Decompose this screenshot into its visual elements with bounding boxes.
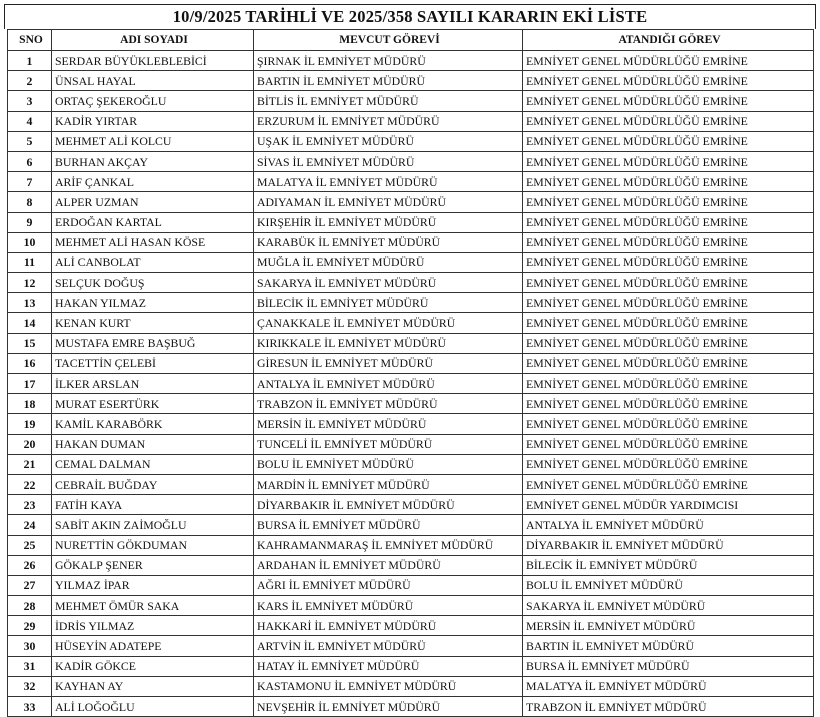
cell-current-post: DİYARBAKIR İL EMNİYET MÜDÜRÜ bbox=[254, 495, 523, 515]
cell-assigned-post: EMNİYET GENEL MÜDÜRLÜĞÜ EMRİNE bbox=[523, 172, 814, 192]
cell-assigned-post: EMNİYET GENEL MÜDÜRLÜĞÜ EMRİNE bbox=[523, 273, 814, 293]
cell-name: MURAT ESERTÜRK bbox=[52, 394, 254, 414]
cell-sno: 30 bbox=[8, 636, 52, 656]
cell-assigned-post: BOLU İL EMNİYET MÜDÜRÜ bbox=[523, 575, 814, 595]
table-row bbox=[8, 51, 814, 71]
cell-name: ERDOĞAN KARTAL bbox=[52, 212, 254, 232]
cell-sno: 10 bbox=[8, 232, 52, 252]
cell-current-post: KIRŞEHİR İL EMNİYET MÜDÜRÜ bbox=[254, 212, 523, 232]
cell-current-post: HAKKARİ İL EMNİYET MÜDÜRÜ bbox=[254, 616, 523, 636]
cell-sno: 29 bbox=[8, 616, 52, 636]
cell-assigned-post: EMNİYET GENEL MÜDÜRLÜĞÜ EMRİNE bbox=[523, 131, 814, 151]
table-row bbox=[8, 333, 814, 353]
table-row bbox=[8, 252, 814, 272]
cell-name: CEBRAİL BUĞDAY bbox=[52, 474, 254, 494]
cell-assigned-post: EMNİYET GENEL MÜDÜRLÜĞÜ EMRİNE bbox=[523, 374, 814, 394]
cell-sno: 7 bbox=[8, 172, 52, 192]
cell-name: KAYHAN AY bbox=[52, 676, 254, 696]
cell-sno: 14 bbox=[8, 313, 52, 333]
cell-current-post: MARDİN İL EMNİYET MÜDÜRÜ bbox=[254, 474, 523, 494]
cell-assigned-post: EMNİYET GENEL MÜDÜRLÜĞÜ EMRİNE bbox=[523, 293, 814, 313]
cell-current-post: BOLU İL EMNİYET MÜDÜRÜ bbox=[254, 454, 523, 474]
cell-assigned-post: MALATYA İL EMNİYET MÜDÜRÜ bbox=[523, 676, 814, 696]
header-mevcut-gorevi: MEVCUT GÖREVİ bbox=[254, 30, 523, 51]
cell-sno: 15 bbox=[8, 333, 52, 353]
table-row bbox=[8, 172, 814, 192]
cell-name: ALİ LOĞOĞLU bbox=[52, 697, 254, 717]
cell-current-post: GİRESUN İL EMNİYET MÜDÜRÜ bbox=[254, 353, 523, 373]
cell-name: KAMİL KARABÖRK bbox=[52, 414, 254, 434]
cell-assigned-post: EMNİYET GENEL MÜDÜRLÜĞÜ EMRİNE bbox=[523, 414, 814, 434]
cell-assigned-post: EMNİYET GENEL MÜDÜRLÜĞÜ EMRİNE bbox=[523, 454, 814, 474]
table-row bbox=[8, 394, 814, 414]
cell-assigned-post: EMNİYET GENEL MÜDÜRLÜĞÜ EMRİNE bbox=[523, 71, 814, 91]
header-adi-soyadi: ADI SOYADI bbox=[52, 30, 254, 51]
table-row bbox=[8, 575, 814, 595]
cell-name: MEHMET ÖMÜR SAKA bbox=[52, 596, 254, 616]
cell-assigned-post: MERSİN İL EMNİYET MÜDÜRÜ bbox=[523, 616, 814, 636]
cell-sno: 8 bbox=[8, 192, 52, 212]
cell-sno: 25 bbox=[8, 535, 52, 555]
table-row bbox=[8, 374, 814, 394]
cell-sno: 11 bbox=[8, 252, 52, 272]
cell-current-post: BARTIN İL EMNİYET MÜDÜRÜ bbox=[254, 71, 523, 91]
cell-sno: 16 bbox=[8, 353, 52, 373]
cell-sno: 1 bbox=[8, 51, 52, 71]
cell-sno: 17 bbox=[8, 374, 52, 394]
table-row bbox=[8, 434, 814, 454]
table-row bbox=[8, 454, 814, 474]
cell-assigned-post: EMNİYET GENEL MÜDÜRLÜĞÜ EMRİNE bbox=[523, 91, 814, 111]
cell-assigned-post: EMNİYET GENEL MÜDÜR YARDIMCISI bbox=[523, 495, 814, 515]
cell-name: HÜSEYİN ADATEPE bbox=[52, 636, 254, 656]
cell-name: SERDAR BÜYÜKLEBLEBİCİ bbox=[52, 51, 254, 71]
document-sheet bbox=[4, 4, 816, 717]
cell-sno: 3 bbox=[8, 91, 52, 111]
cell-current-post: ARTVİN İL EMNİYET MÜDÜRÜ bbox=[254, 636, 523, 656]
cell-sno: 27 bbox=[8, 575, 52, 595]
cell-name: SELÇUK DOĞUŞ bbox=[52, 273, 254, 293]
cell-assigned-post: EMNİYET GENEL MÜDÜRLÜĞÜ EMRİNE bbox=[523, 252, 814, 272]
table-row bbox=[8, 212, 814, 232]
cell-assigned-post: EMNİYET GENEL MÜDÜRLÜĞÜ EMRİNE bbox=[523, 394, 814, 414]
table-row bbox=[8, 616, 814, 636]
cell-sno: 23 bbox=[8, 495, 52, 515]
document-title: 10/9/2025 TARİHLİ VE 2025/358 SAYILI KARARIN EKİ LİSTE bbox=[4, 4, 816, 29]
cell-sno: 31 bbox=[8, 656, 52, 676]
cell-sno: 26 bbox=[8, 555, 52, 575]
cell-name: TACETTİN ÇELEBİ bbox=[52, 353, 254, 373]
cell-sno: 9 bbox=[8, 212, 52, 232]
cell-name: ALPER UZMAN bbox=[52, 192, 254, 212]
cell-name: ÜNSAL HAYAL bbox=[52, 71, 254, 91]
cell-current-post: ADIYAMAN İL EMNİYET MÜDÜRÜ bbox=[254, 192, 523, 212]
cell-current-post: SİVAS İL EMNİYET MÜDÜRÜ bbox=[254, 151, 523, 171]
cell-assigned-post: TRABZON İL EMNİYET MÜDÜRÜ bbox=[523, 697, 814, 717]
cell-sno: 21 bbox=[8, 454, 52, 474]
cell-name: KENAN KURT bbox=[52, 313, 254, 333]
table-row bbox=[8, 535, 814, 555]
cell-sno: 24 bbox=[8, 515, 52, 535]
cell-name: FATİH KAYA bbox=[52, 495, 254, 515]
cell-current-post: ŞIRNAK İL EMNİYET MÜDÜRÜ bbox=[254, 51, 523, 71]
cell-assigned-post: ANTALYA İL EMNİYET MÜDÜRÜ bbox=[523, 515, 814, 535]
table-row bbox=[8, 91, 814, 111]
cell-assigned-post: BARTIN İL EMNİYET MÜDÜRÜ bbox=[523, 636, 814, 656]
cell-current-post: NEVŞEHİR İL EMNİYET MÜDÜRÜ bbox=[254, 697, 523, 717]
cell-name: MEHMET ALİ HASAN KÖSE bbox=[52, 232, 254, 252]
cell-current-post: BİLECİK İL EMNİYET MÜDÜRÜ bbox=[254, 293, 523, 313]
table-row bbox=[8, 676, 814, 696]
cell-name: KADİR GÖKCE bbox=[52, 656, 254, 676]
cell-assigned-post: EMNİYET GENEL MÜDÜRLÜĞÜ EMRİNE bbox=[523, 232, 814, 252]
table-row bbox=[8, 474, 814, 494]
cell-current-post: AĞRI İL EMNİYET MÜDÜRÜ bbox=[254, 575, 523, 595]
table-row bbox=[8, 111, 814, 131]
table-row bbox=[8, 131, 814, 151]
cell-current-post: UŞAK İL EMNİYET MÜDÜRÜ bbox=[254, 131, 523, 151]
cell-current-post: KASTAMONU İL EMNİYET MÜDÜRÜ bbox=[254, 676, 523, 696]
cell-current-post: BURSA İL EMNİYET MÜDÜRÜ bbox=[254, 515, 523, 535]
cell-sno: 28 bbox=[8, 596, 52, 616]
table-row bbox=[8, 697, 814, 717]
cell-assigned-post: BİLECİK İL EMNİYET MÜDÜRÜ bbox=[523, 555, 814, 575]
table-row bbox=[8, 151, 814, 171]
cell-assigned-post: EMNİYET GENEL MÜDÜRLÜĞÜ EMRİNE bbox=[523, 313, 814, 333]
cell-current-post: KAHRAMANMARAŞ İL EMNİYET MÜDÜRÜ bbox=[254, 535, 523, 555]
table-row bbox=[8, 232, 814, 252]
table-row bbox=[8, 596, 814, 616]
table-row bbox=[8, 656, 814, 676]
cell-name: YILMAZ İPAR bbox=[52, 575, 254, 595]
cell-current-post: ARDAHAN İL EMNİYET MÜDÜRÜ bbox=[254, 555, 523, 575]
cell-sno: 4 bbox=[8, 111, 52, 131]
table-row bbox=[8, 192, 814, 212]
table-row bbox=[8, 515, 814, 535]
cell-name: ALİ CANBOLAT bbox=[52, 252, 254, 272]
cell-assigned-post: EMNİYET GENEL MÜDÜRLÜĞÜ EMRİNE bbox=[523, 333, 814, 353]
table-body bbox=[8, 51, 814, 717]
cell-name: ORTAÇ ŞEKEROĞLU bbox=[52, 91, 254, 111]
cell-name: KADİR YIRTAR bbox=[52, 111, 254, 131]
table-row bbox=[8, 293, 814, 313]
cell-name: İDRİS YILMAZ bbox=[52, 616, 254, 636]
cell-sno: 18 bbox=[8, 394, 52, 414]
cell-assigned-post: BURSA İL EMNİYET MÜDÜRÜ bbox=[523, 656, 814, 676]
cell-name: HAKAN YILMAZ bbox=[52, 293, 254, 313]
cell-current-post: ERZURUM İL EMNİYET MÜDÜRÜ bbox=[254, 111, 523, 131]
cell-current-post: TUNCELİ İL EMNİYET MÜDÜRÜ bbox=[254, 434, 523, 454]
cell-assigned-post: EMNİYET GENEL MÜDÜRLÜĞÜ EMRİNE bbox=[523, 51, 814, 71]
header-atandigi-gorev: ATANDIĞI GÖREV bbox=[523, 30, 814, 51]
table-row bbox=[8, 414, 814, 434]
cell-assigned-post: SAKARYA İL EMNİYET MÜDÜRÜ bbox=[523, 596, 814, 616]
cell-current-post: HATAY İL EMNİYET MÜDÜRÜ bbox=[254, 656, 523, 676]
cell-sno: 20 bbox=[8, 434, 52, 454]
assignment-table bbox=[7, 29, 814, 717]
cell-name: NURETTİN GÖKDUMAN bbox=[52, 535, 254, 555]
cell-assigned-post: DİYARBAKIR İL EMNİYET MÜDÜRÜ bbox=[523, 535, 814, 555]
cell-sno: 19 bbox=[8, 414, 52, 434]
cell-current-post: TRABZON İL EMNİYET MÜDÜRÜ bbox=[254, 394, 523, 414]
cell-current-post: MERSİN İL EMNİYET MÜDÜRÜ bbox=[254, 414, 523, 434]
cell-current-post: ANTALYA İL EMNİYET MÜDÜRÜ bbox=[254, 374, 523, 394]
cell-current-post: KARS İL EMNİYET MÜDÜRÜ bbox=[254, 596, 523, 616]
cell-assigned-post: EMNİYET GENEL MÜDÜRLÜĞÜ EMRİNE bbox=[523, 151, 814, 171]
cell-sno: 2 bbox=[8, 71, 52, 91]
table-row bbox=[8, 71, 814, 91]
cell-name: CEMAL DALMAN bbox=[52, 454, 254, 474]
header-sno: SNO bbox=[8, 30, 52, 51]
cell-sno: 5 bbox=[8, 131, 52, 151]
cell-sno: 6 bbox=[8, 151, 52, 171]
cell-assigned-post: EMNİYET GENEL MÜDÜRLÜĞÜ EMRİNE bbox=[523, 474, 814, 494]
cell-current-post: BİTLİS İL EMNİYET MÜDÜRÜ bbox=[254, 91, 523, 111]
cell-current-post: ÇANAKKALE İL EMNİYET MÜDÜRÜ bbox=[254, 313, 523, 333]
cell-name: İLKER ARSLAN bbox=[52, 374, 254, 394]
cell-name: SABİT AKIN ZAİMOĞLU bbox=[52, 515, 254, 535]
table-row bbox=[8, 636, 814, 656]
cell-current-post: KIRIKKALE İL EMNİYET MÜDÜRÜ bbox=[254, 333, 523, 353]
cell-assigned-post: EMNİYET GENEL MÜDÜRLÜĞÜ EMRİNE bbox=[523, 212, 814, 232]
cell-current-post: KARABÜK İL EMNİYET MÜDÜRÜ bbox=[254, 232, 523, 252]
cell-sno: 13 bbox=[8, 293, 52, 313]
cell-assigned-post: EMNİYET GENEL MÜDÜRLÜĞÜ EMRİNE bbox=[523, 434, 814, 454]
cell-name: MUSTAFA EMRE BAŞBUĞ bbox=[52, 333, 254, 353]
table-row bbox=[8, 313, 814, 333]
table-row bbox=[8, 353, 814, 373]
cell-sno: 33 bbox=[8, 697, 52, 717]
table-row bbox=[8, 273, 814, 293]
cell-name: ARİF ÇANKAL bbox=[52, 172, 254, 192]
cell-assigned-post: EMNİYET GENEL MÜDÜRLÜĞÜ EMRİNE bbox=[523, 353, 814, 373]
cell-name: GÖKALP ŞENER bbox=[52, 555, 254, 575]
cell-current-post: MUĞLA İL EMNİYET MÜDÜRÜ bbox=[254, 252, 523, 272]
cell-sno: 32 bbox=[8, 676, 52, 696]
cell-name: BURHAN AKÇAY bbox=[52, 151, 254, 171]
cell-name: MEHMET ALİ KOLCU bbox=[52, 131, 254, 151]
cell-current-post: MALATYA İL EMNİYET MÜDÜRÜ bbox=[254, 172, 523, 192]
cell-name: HAKAN DUMAN bbox=[52, 434, 254, 454]
table-header-row bbox=[8, 30, 814, 51]
table-row bbox=[8, 495, 814, 515]
table-row bbox=[8, 555, 814, 575]
cell-sno: 22 bbox=[8, 474, 52, 494]
cell-assigned-post: EMNİYET GENEL MÜDÜRLÜĞÜ EMRİNE bbox=[523, 192, 814, 212]
cell-assigned-post: EMNİYET GENEL MÜDÜRLÜĞÜ EMRİNE bbox=[523, 111, 814, 131]
cell-current-post: SAKARYA İL EMNİYET MÜDÜRÜ bbox=[254, 273, 523, 293]
cell-sno: 12 bbox=[8, 273, 52, 293]
